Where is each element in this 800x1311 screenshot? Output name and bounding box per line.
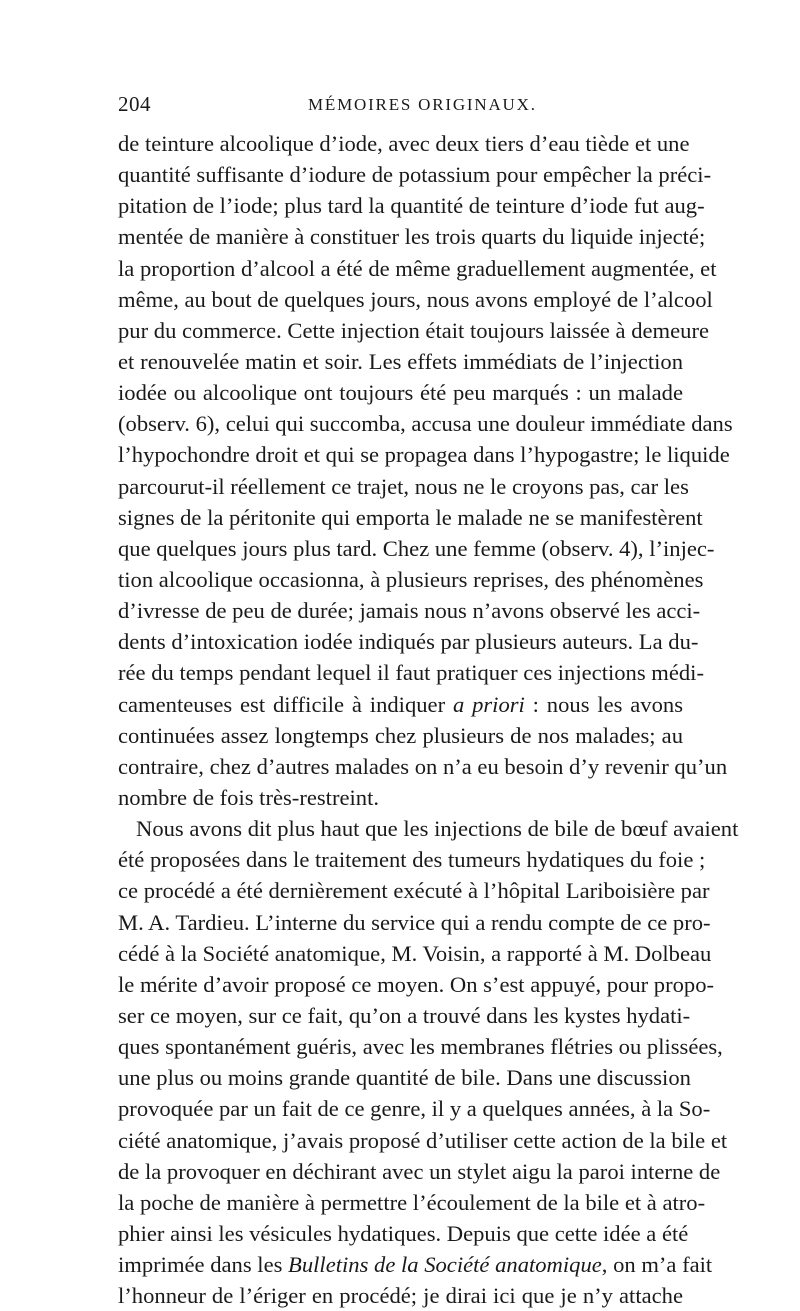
text-line: ser ce moyen, sur ce fait, qu’on a trouvé dans les kystes hydati- bbox=[118, 1002, 691, 1028]
text-line: la poche de manière à permettre l’écoulement de la bile et à atro- bbox=[118, 1189, 706, 1215]
text-line: ciété anatomique, j’avais proposé d’utiliser cette action de la bile et bbox=[118, 1127, 728, 1153]
text-line: et renouvelée matin et soir. Les effets immédiats de l’injection bbox=[118, 348, 683, 374]
text-line: Nous avons dit plus haut que les injections de bile de bœuf avaient bbox=[136, 816, 739, 842]
text-line: pur du commerce. Cette injection était toujours laissée à demeure bbox=[118, 317, 709, 343]
text-line: camenteuses est difficile à indiquer a priori : nous les avons bbox=[118, 691, 683, 717]
text-line: continuées assez longtemps chez plusieurs de nos malades; au bbox=[118, 722, 683, 748]
text-line: ce procédé a été dernièrement exécuté à l’hôpital Lariboisière par bbox=[118, 878, 710, 904]
text-line: ques spontanément guéris, avec les membranes flétries ou plissées, bbox=[118, 1034, 723, 1060]
text-line: dents d’intoxication iodée indiqués par plusieurs auteurs. La du- bbox=[118, 629, 699, 655]
text-line: le mérite d’avoir proposé ce moyen. On s’est appuyé, pour propo- bbox=[118, 971, 715, 997]
text-line: mentée de manière à constituer les trois quarts du liquide injecté; bbox=[118, 224, 706, 250]
paragraph-2 bbox=[118, 813, 739, 1311]
text-line: nombre de fois très-restreint. bbox=[118, 784, 379, 810]
text-line: signes de la péritonite qui emporta le malade ne se manifestèrent bbox=[118, 504, 703, 530]
italic-text: Bulletins de la Société anatomique bbox=[288, 1252, 602, 1278]
text-line: imprimée dans les Bulletins de la Société anatomique, on m’a fait bbox=[118, 1252, 713, 1278]
text-line: l’hypochondre droit et qui se propagea dans l’hypogastre; le liquide bbox=[118, 442, 730, 468]
text-line: parcourut-il réellement ce trajet, nous ne le croyons pas, car les bbox=[118, 473, 689, 499]
text-line: une plus ou moins grande quantité de bile. Dans une discussion bbox=[118, 1065, 691, 1091]
running-head: MÉMOIRES ORIGINAUX. bbox=[308, 95, 537, 114]
text-line: pitation de l’iode; plus tard la quantité de teinture d’iode fut aug- bbox=[118, 193, 705, 219]
text-line: de teinture alcoolique d’iode, avec deux tiers d’eau tiède et une bbox=[118, 131, 690, 156]
text-line: la proportion d’alcool a été de même graduellement augmentée, et bbox=[118, 255, 717, 281]
text-line: d’ivresse de peu de durée; jamais nous n’avons observé les acci- bbox=[118, 598, 701, 624]
text-line: rée du temps pendant lequel il faut pratiquer ces injections médi- bbox=[118, 660, 704, 686]
text-line: que quelques jours plus tard. Chez une femme (observ. 4), l’injec- bbox=[118, 535, 715, 561]
text-line: même, au bout de quelques jours, nous avons employé de l’alcool bbox=[118, 286, 713, 312]
page-number: 204 bbox=[118, 92, 151, 116]
text-line: tion alcoolique occasionna, à plusieurs reprises, des phénomènes bbox=[118, 566, 704, 592]
paragraph-1 bbox=[118, 128, 733, 813]
italic-text: a priori bbox=[452, 691, 525, 717]
text-line: de la provoquer en déchirant avec un stylet aigu la paroi interne de bbox=[118, 1158, 721, 1184]
text-line: M. A. Tardieu. L’interne du service qui a rendu compte de ce pro- bbox=[118, 909, 711, 935]
page-header bbox=[118, 92, 683, 120]
text-line: phier ainsi les vésicules hydatiques. Depuis que cette idée a été bbox=[118, 1220, 689, 1246]
body-text bbox=[118, 128, 739, 1311]
text-line: provoquée par un fait de ce genre, il y a quelques années, à la So- bbox=[118, 1096, 711, 1122]
text-line: (observ. 6), celui qui succomba, accusa une douleur immédiate dans bbox=[118, 411, 733, 437]
text-line: cédé à la Société anatomique, M. Voisin, a rapporté à M. Dolbeau bbox=[118, 940, 712, 966]
text-line: l’honneur de l’ériger en procédé; je dirai ici que je n’y attache bbox=[118, 1283, 683, 1309]
text-line: iodée ou alcoolique ont toujours été peu marqués : un malade bbox=[118, 380, 683, 406]
text-line: contraire, chez d’autres malades on n’a eu besoin d’y revenir qu’un bbox=[118, 753, 728, 779]
text-line: été proposées dans le traitement des tumeurs hydatiques du foie ; bbox=[118, 847, 706, 873]
text-line: quantité suffisante d’iodure de potassium pour empêcher la préci- bbox=[118, 162, 712, 188]
